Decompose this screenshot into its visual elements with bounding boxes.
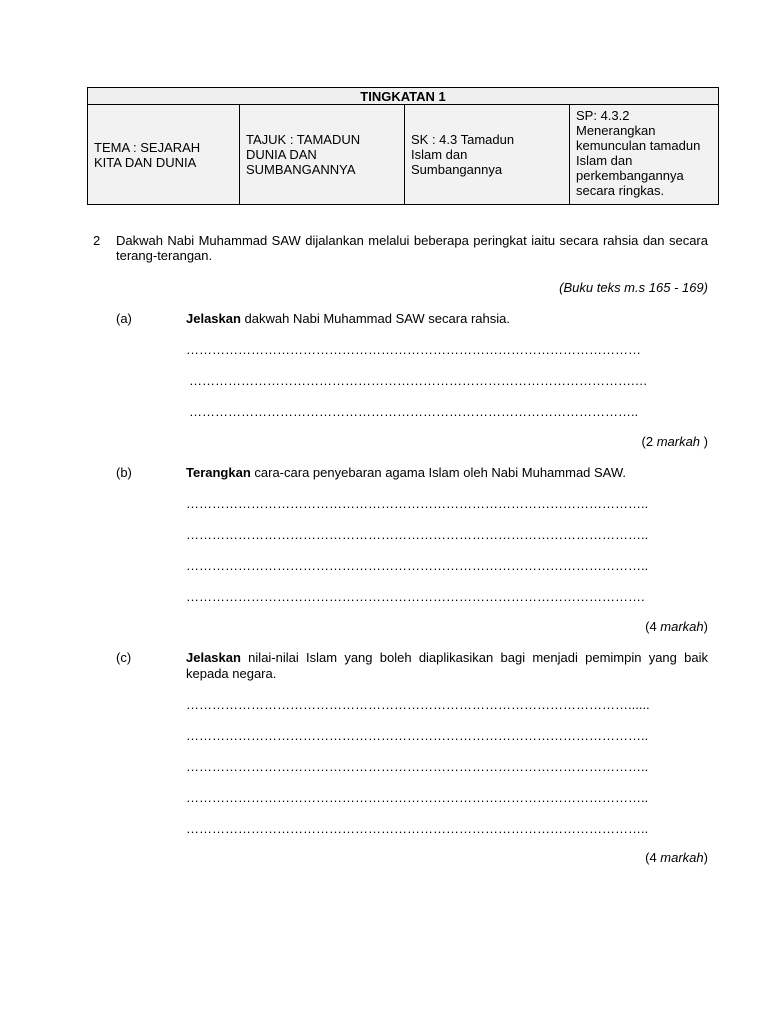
answer-line[interactable]: …………………………………………………………………………………………….. (186, 496, 649, 511)
answer-line[interactable]: ………………………………………………………………………………………….. (189, 404, 639, 419)
part-label: (a) (116, 311, 132, 326)
marks-word: markah (656, 434, 701, 449)
marks-open: (4 (645, 850, 661, 865)
answer-line[interactable]: …………………………………………………………………………………………… (186, 342, 641, 357)
answer-line[interactable]: …………………………………………………………………………………………….. (186, 558, 649, 573)
marks-close: ) (703, 619, 708, 634)
instruction-keyword: Jelaskan (186, 650, 241, 665)
answer-line[interactable]: …………………………………………………………………………………………….. (186, 527, 649, 542)
header-table (87, 87, 719, 205)
marks-word: markah (660, 850, 704, 865)
question-text: Dakwah Nabi Muhammad SAW dijalankan melalui beberapa peringkat iaitu secara rahsia dan secara terang-terangan. (116, 233, 708, 263)
answer-line[interactable]: …………………………………………………………………………………………….. (186, 728, 649, 743)
part-prompt (186, 311, 708, 327)
prompt-text: dakwah Nabi Muhammad SAW secara rahsia. (240, 311, 510, 326)
answer-line[interactable]: …………………………………………………………………………………………….. (186, 759, 649, 774)
header-title: TINGKATAN 1 (88, 88, 719, 105)
question-number: 2 (93, 233, 101, 248)
part-prompt (186, 465, 708, 481)
marks-label (645, 619, 708, 634)
part-label: (b) (116, 465, 132, 480)
instruction-keyword: Terangkan (186, 465, 251, 480)
answer-line[interactable]: …………………………………………………………………………………………….. (186, 821, 649, 836)
marks-close: ) (700, 434, 708, 449)
prompt-text: nilai-nilai Islam yang boleh diaplikasikan bagi menjadi pemimpin yang baik kepada negara. (186, 650, 708, 681)
prompt-text: cara-cara penyebaran agama Islam oleh Nabi Muhammad SAW. (250, 465, 627, 480)
tajuk-cell: TAJUK : TAMADUN DUNIA DAN SUMBANGANNYA (240, 105, 405, 205)
part-label: (c) (116, 650, 132, 665)
instruction-keyword: Jelaskan (186, 311, 241, 326)
part-prompt (186, 650, 708, 682)
marks-label (642, 434, 708, 449)
answer-line[interactable]: ………………………………………………………………………………………….… (189, 373, 648, 388)
marks-open: (4 (645, 619, 661, 634)
answer-line[interactable]: …………………………………………………………………………………………….. (186, 790, 649, 805)
marks-word: markah (660, 619, 704, 634)
answer-line[interactable]: …………………………………………………………………………………………...... (186, 697, 650, 712)
textbook-reference: (Buku teks m.s 165 - 169) (559, 280, 708, 295)
marks-open: (2 (641, 434, 657, 449)
answer-line[interactable]: ……………………………………………………………………………………………. (186, 589, 645, 604)
sp-cell: SP: 4.3.2 Menerangkan kemunculan tamadun Islam dan perkembangannya secara ringkas. (570, 105, 719, 205)
tema-cell: TEMA : SEJARAH KITA DAN DUNIA (88, 105, 240, 205)
marks-label (645, 850, 708, 865)
marks-close: ) (703, 850, 708, 865)
sk-cell: SK : 4.3 Tamadun Islam dan Sumbangannya (405, 105, 570, 205)
